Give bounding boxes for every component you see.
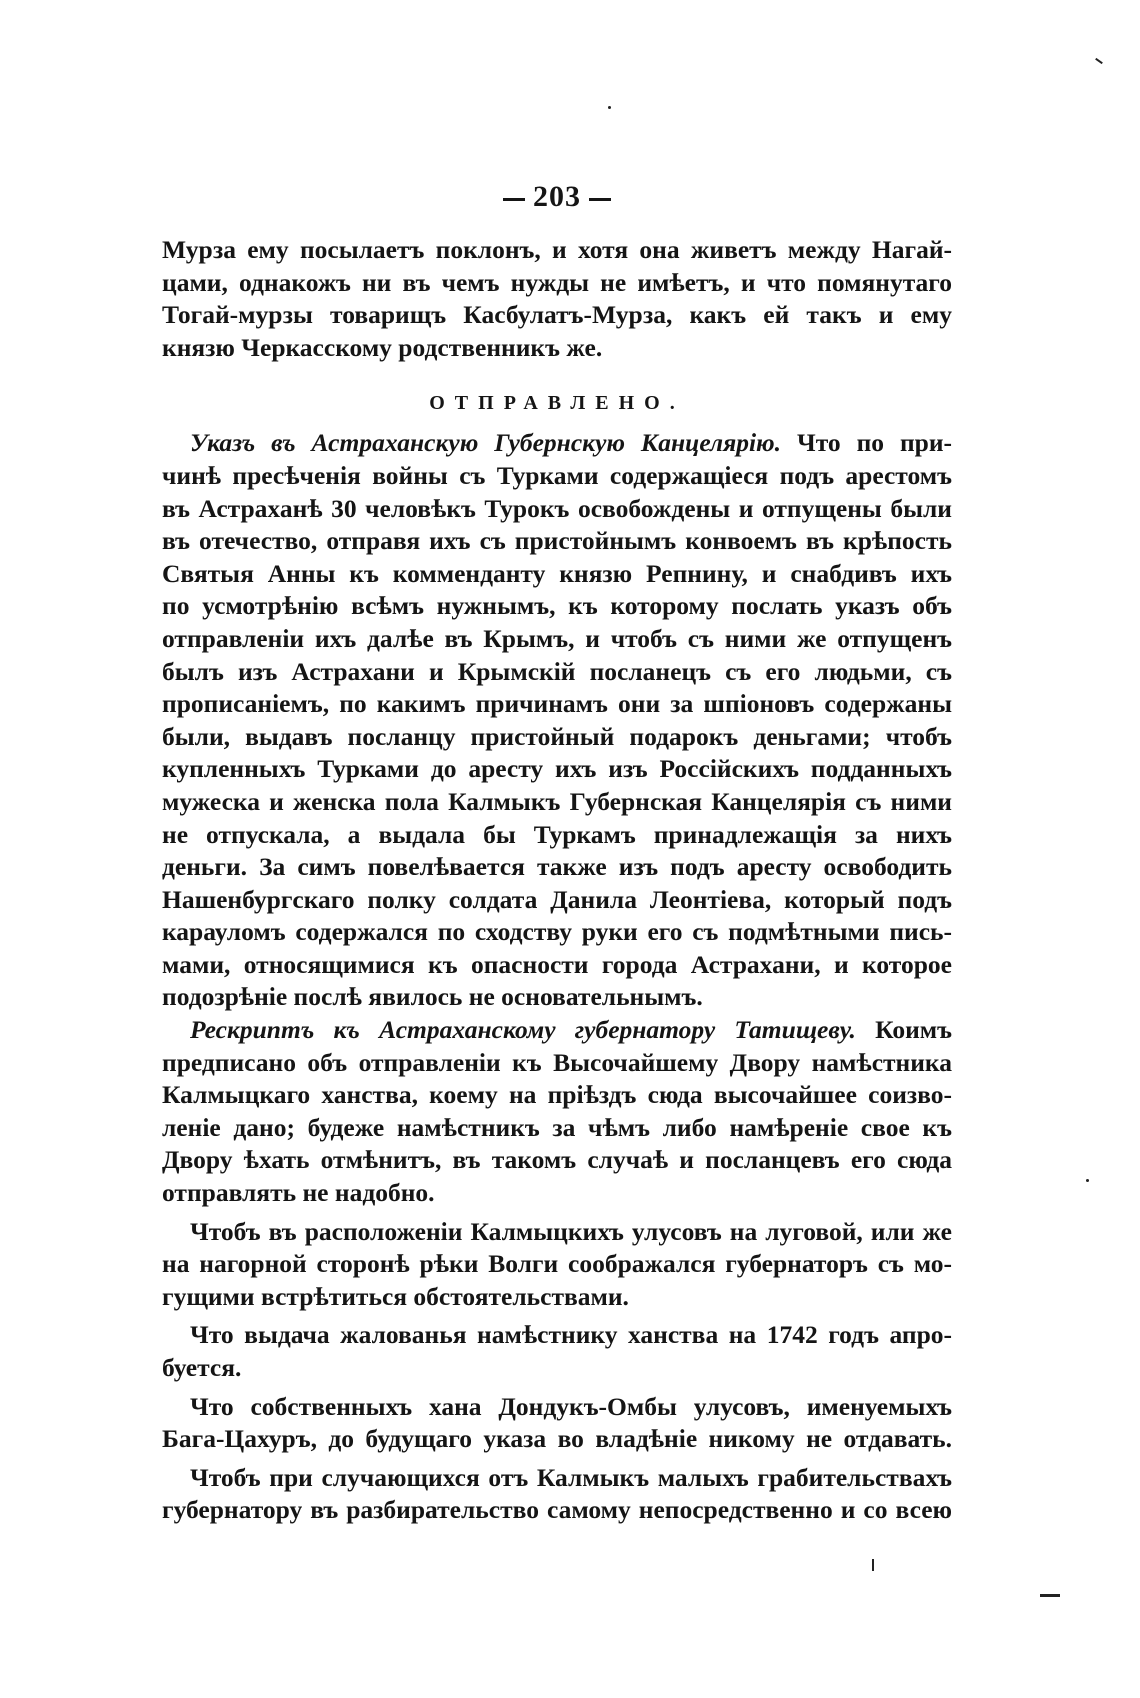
reskript-title: Рескриптъ къ Астраханскому губернатору Татищеву. (190, 1015, 856, 1045)
page-number-dash-left (503, 198, 525, 201)
paragraph-volga (162, 1216, 952, 1314)
reskript-paragraph (162, 1014, 952, 1210)
paragraph-salary (162, 1319, 952, 1384)
text-line: буется. (162, 1353, 242, 1382)
text-line: на нагорной сторонѣ рѣки Волги соображался губернаторъ съ мо- (162, 1249, 952, 1279)
text-line: чинѣ пресѣченія войны съ Турками содержащіеся подъ арестомъ (162, 460, 952, 490)
text-line: былъ изъ Астрахани и Крымскій посланецъ съ его людьми, съ (162, 656, 952, 686)
text-line: были, выдавъ посланцу пристойный подарокъ деньгами; чтобъ (162, 721, 952, 751)
text-line: Двору ѣхать отмѣнитъ, въ такомъ случаѣ и посланцевъ его сюда (162, 1145, 952, 1175)
text-line: мами, относящимися къ опасности города Астрахани, и которое (162, 949, 952, 979)
text-line: губернатору въ разбирательство самому непосредственно и со всею (162, 1495, 952, 1525)
text-line: Чтобъ въ расположеніи Калмыцкихъ улусовъ на луговой, или же (190, 1216, 952, 1246)
text-line: отправлять не надобно. (162, 1178, 435, 1208)
reskript-first-line-rest: Коимъ (875, 1015, 952, 1045)
text-line: по усмотрѣнію всѣмъ нужнымъ, къ которому послать указъ объ (162, 591, 952, 621)
text-line: леніе дано; будеже намѣстникъ за чѣмъ либо намѣреніе свое къ (162, 1112, 952, 1142)
text-line: Нашенбургскаго полку солдата Данила Леонтіева, который подъ (162, 884, 952, 914)
text-line: предписано объ отправленіи къ Высочайшему Двору намѣстника (162, 1047, 952, 1077)
section-heading: ОТПРАВЛЕНО. (429, 392, 685, 415)
ukaz-title: Указъ въ Астраханскую Губернскую Канцелярію. (190, 428, 782, 458)
ukaz-first-line-rest: Что по при- (796, 428, 953, 458)
scan-mark (872, 1559, 874, 1571)
scan-mark (608, 106, 611, 109)
text-line: въ отечество, отправя ихъ съ пристойнымъ конвоемъ въ крѣпость (162, 526, 952, 556)
text-line (162, 1014, 952, 1047)
page-number-dash-right (589, 198, 611, 201)
scan-mark (1040, 1594, 1060, 1597)
text-line: отправленіи ихъ далѣе въ Крымъ, и чтобъ съ ними же отпущенъ (162, 623, 952, 653)
text-line: Чтобъ при случающихся отъ Калмыкъ малыхъ грабительствахъ (190, 1462, 952, 1492)
paragraph-dondukombo (162, 1391, 952, 1456)
text-line: карауломъ содержался по сходству руки его съ подмѣтными пись- (162, 917, 952, 947)
text-line: Калмыцкаго ханства, коему на пріѣздъ сюда высочайшее соизво- (162, 1080, 952, 1110)
text-line: подозрѣніе послѣ явилось не основательнымъ. (162, 982, 703, 1012)
text-line: Что собственныхъ хана Дондукъ-Омбы улусовъ, именуемыхъ (190, 1391, 952, 1421)
ukaz-paragraph (162, 427, 952, 1014)
page-number-value: 203 (533, 180, 581, 213)
text-line (162, 427, 952, 460)
scan-mark (1095, 58, 1103, 64)
text-line: гущими встрѣтиться обстоятельствами. (162, 1281, 629, 1311)
text-line: Мурза ему посылаетъ поклонъ, и хотя она живетъ между Нагай- (162, 235, 952, 264)
text-line: прописаніемъ, по какимъ причинамъ они за шпіоновъ содержаны (162, 689, 952, 719)
page-number (162, 180, 952, 214)
text-line: Святыя Анны къ комменданту князю Репнину, и снабдивъ ихъ (162, 558, 952, 588)
text-line: князю Черкасскому родственникъ же. (162, 332, 603, 362)
text-line: цами, однакожъ ни въ чемъ нужды не имѣетъ, и что помянутаго (162, 267, 952, 297)
text-line: Что выдача жалованья намѣстнику ханства на 1742 годъ апро- (190, 1320, 952, 1350)
book-page (162, 180, 952, 1527)
text-line: въ Астраханѣ 30 человѣкъ Турокъ освобождены и отпущены были (162, 493, 952, 523)
text-line: купленныхъ Турками до аресту ихъ изъ Россійскихъ подданныхъ (162, 754, 952, 784)
paragraph-robbery (162, 1462, 952, 1527)
text-line: Тогай-мурзы товарищъ Касбулатъ-Мурза, какъ ей такъ и ему (162, 300, 952, 330)
text-line: деньги. За симъ повелѣвается также изъ подъ аресту освободить (162, 852, 952, 882)
text-line: мужеска и женска пола Калмыкъ Губернская Канцелярія съ ними (162, 786, 952, 816)
opening-paragraph (162, 234, 952, 364)
text-line: Бага-Цахуръ, до будущаго указа во владѣніе никому не отдавать. (162, 1424, 952, 1454)
text-line: не отпускала, а выдала бы Туркамъ принадлежащія за нихъ (162, 819, 952, 849)
scan-mark (1086, 1179, 1089, 1182)
